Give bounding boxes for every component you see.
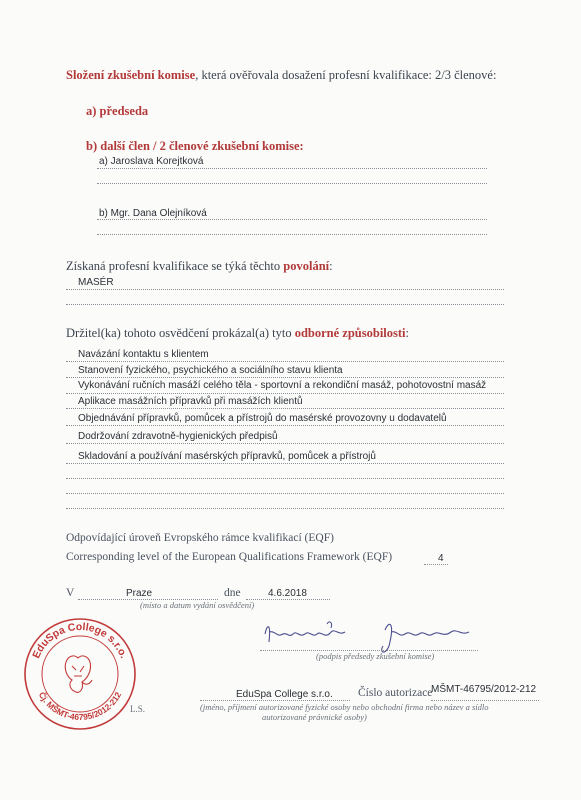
member-1-line-2: [97, 183, 487, 184]
competences-label: Držitel(ka) tohoto osvědčení prokázal(a) tyto odborné způsobilosti:: [66, 326, 410, 340]
competence-item: Skladování a používání masérských přípravků, pomůcek a přístrojů: [78, 451, 376, 462]
place-date-caption: (místo a datum vydání osvědčení): [140, 600, 255, 610]
authorization-number: MŠMT-46795/2012-212: [431, 684, 537, 695]
competence-item: Navázání kontaktu s klientem: [78, 349, 209, 360]
qualification-line-2: [66, 304, 504, 305]
issuer-line: [200, 700, 350, 701]
eqf-label-cz: Odpovídající úroveň Evropského rámce kvalifikací (EQF): [66, 532, 334, 544]
competence-line: [66, 443, 504, 444]
svg-text:EduSpa College s.r.o.: EduSpa College s.r.o.: [30, 620, 130, 661]
member-2-name: b) Mgr. Dana Olejníková: [99, 208, 207, 219]
competence-line: [66, 361, 504, 362]
eqf-label-en: Corresponding level of the European Qualifications Framework (EQF): [66, 551, 393, 563]
ls-mark: L.S.: [130, 704, 146, 714]
competence-line: [66, 377, 504, 378]
date-line: [246, 599, 330, 600]
member-2-line: [97, 219, 487, 220]
issuer-caption-2: autorizované právnické osoby): [262, 712, 367, 722]
competence-item: Objednávání přípravků, pomůcek a přístrojů do masérské provozovny u dodavatelů: [78, 413, 447, 424]
members-label: b) další člen / 2 členové zkušební komise:: [86, 139, 304, 153]
member-1-name: a) Jaroslava Korejtková: [99, 156, 204, 167]
competence-line: [66, 425, 504, 426]
commission-heading-rest: , která ověřovala dosažení profesní kvalifikace: 2/3 členové:: [195, 68, 497, 82]
competences-label-bold: odborné způsobilosti: [294, 326, 406, 340]
competence-line: [66, 493, 504, 494]
svg-text:Čj. MŠMT-46795/2012-212: Čj. MŠMT-46795/2012-212: [36, 690, 124, 723]
issuer-caption-1: (jméno, příjmení autorizované fyzické osoby nebo obchodní firma nebo název a sídlo: [200, 702, 489, 712]
competence-line: [66, 478, 504, 479]
issuer-name: EduSpa College s.r.o.: [236, 689, 333, 700]
competence-item: Stanovení fyzického, psychického a sociálního stavu klienta: [78, 365, 343, 376]
commission-heading-bold: Složení zkušební komise: [66, 68, 196, 82]
competence-item: Aplikace masážních přípravků při masážích klientů: [78, 396, 303, 407]
qualification-label: Získaná profesní kvalifikace se týká těchto povolání:: [66, 259, 333, 273]
commission-heading: [66, 68, 496, 83]
qualification-label-bold: povolání: [283, 259, 330, 273]
qualification-value: MASÉR: [78, 277, 114, 288]
signature-caption: (podpis předsedy zkušební komise): [316, 651, 435, 661]
authorization-label: Číslo autorizace: [358, 687, 433, 699]
member-1-line: [97, 168, 487, 169]
competence-line: [66, 408, 504, 409]
place-v-label: V: [66, 587, 75, 599]
competence-item: Vykonávání ručních masáží celého těla - sportovní a rekondiční masáž, pohotovostní masáž: [78, 380, 487, 391]
competence-line: [66, 463, 504, 464]
date-dne-label: dne: [224, 587, 241, 599]
date-value: 4.6.2018: [268, 588, 307, 599]
chair-label: a) předseda: [86, 104, 149, 118]
qualification-line: [66, 289, 504, 290]
eqf-level-line: [424, 564, 448, 565]
member-2-line-2: [97, 234, 487, 235]
competence-line: [66, 508, 504, 509]
competence-line: [66, 393, 504, 394]
place-value: Praze: [126, 588, 153, 599]
eqf-level: 4: [438, 553, 444, 564]
authorization-line: [431, 700, 539, 701]
competence-item: Dodržování zdravotně-hygienických předpisů: [78, 431, 278, 442]
college-stamp: [22, 616, 138, 732]
